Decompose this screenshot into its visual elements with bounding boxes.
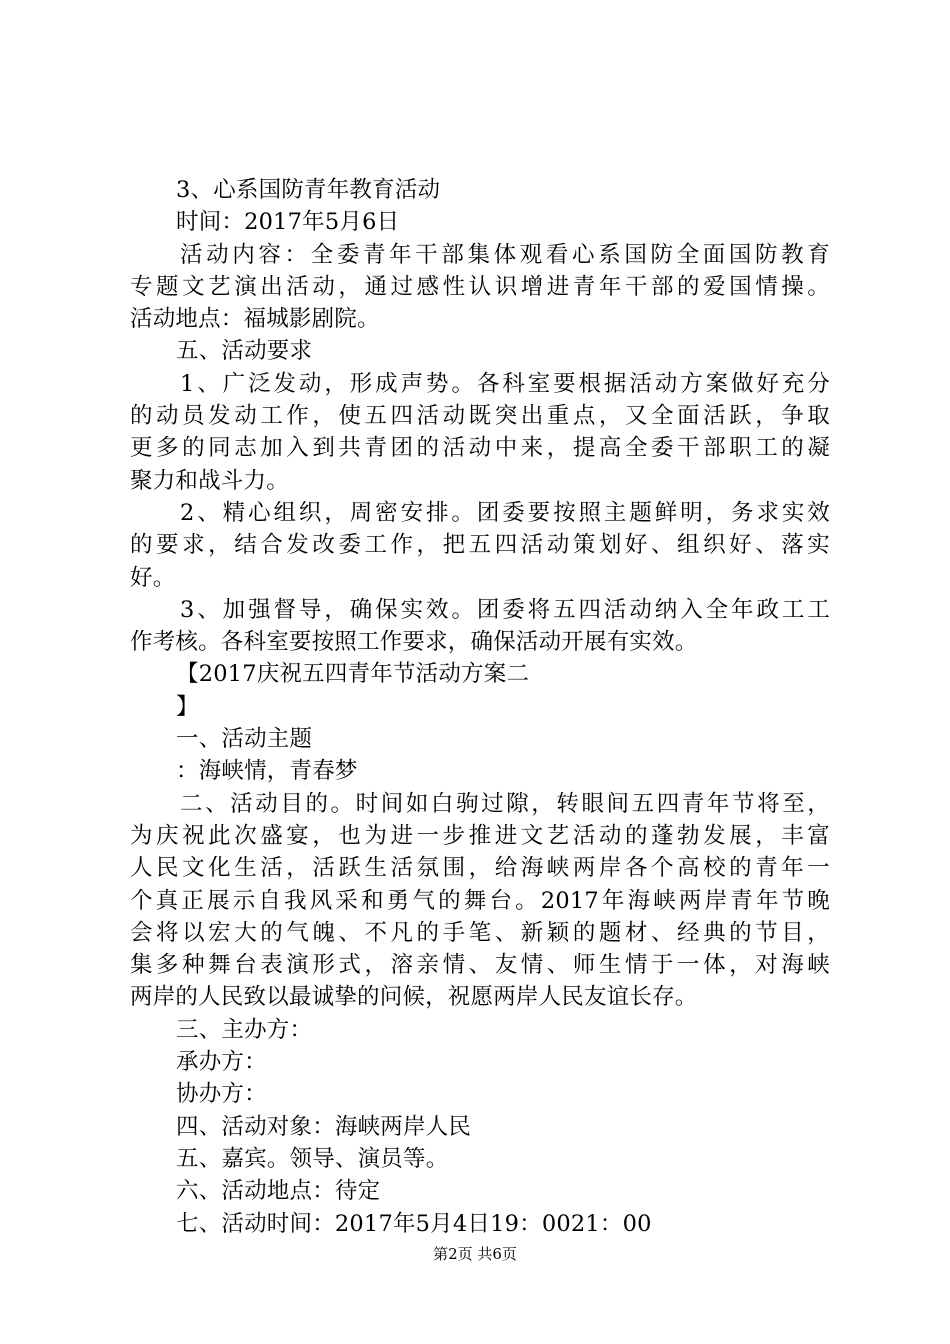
paragraph-line: 1、广泛发动，形成声势。各科室要根据活动方案做好充分 [180, 370, 830, 397]
section-heading: 三、主办方： [176, 1016, 313, 1043]
paragraph-line: 时间：2017年5月6日 [176, 209, 400, 236]
paragraph-line: 好。 [130, 564, 176, 591]
paragraph-line: 协办方： [176, 1081, 267, 1108]
section-heading: 一、活动主题 [176, 726, 313, 753]
paragraph-line: 会将以宏大的气魄、不凡的手笔、新颖的题材、经典的节目， [130, 919, 830, 946]
paragraph-line: 更多的同志加入到共青团的活动中来，提高全委干部职工的凝 [130, 435, 830, 462]
paragraph-line: 承办方： [176, 1049, 267, 1076]
paragraph-line: 聚力和战斗力。 [130, 467, 289, 494]
paragraph-line: 专题文艺演出活动，通过感性认识增进青年干部的爱国情操。 [130, 273, 830, 300]
paragraph-line: 人民文化生活，活跃生活氛围，给海峡两岸各个高校的青年一 [130, 855, 830, 882]
section-heading: 五、活动要求 [176, 338, 313, 365]
section-heading: 七、活动时间：2017年5月4日19：0021：00 [176, 1210, 652, 1237]
paragraph-line: 2、精心组织，周密安排。团委要按照主题鲜明，务求实效 [180, 499, 830, 526]
paragraph-line: 二、活动目的。时间如白驹过隙，转眼间五四青年节将至， [180, 790, 830, 817]
section-heading: 3、心系国防青年教育活动 [176, 177, 441, 203]
plan-title: 【2017庆祝五四青年节活动方案二 [176, 661, 530, 688]
paragraph-line: 的动员发动工作，使五四活动既突出重点，又全面活跃，争取 [130, 403, 830, 430]
paragraph-line: ：海峡情，青春梦 [176, 758, 358, 785]
section-heading: 六、活动地点：待定 [176, 1178, 381, 1205]
paragraph-line: 的要求，结合发改委工作，把五四活动策划好、组织好、落实 [130, 532, 830, 559]
paragraph-line: 为庆祝此次盛宴，也为进一步推进文艺活动的蓬勃发展，丰富 [130, 822, 830, 849]
section-heading: 五、嘉宾。领导、演员等。 [176, 1145, 449, 1172]
paragraph-line: 两岸的人民致以最诚挚的问候，祝愿两岸人民友谊长存。 [130, 984, 698, 1011]
paragraph-line: 活动地点：福城影剧院。 [130, 306, 380, 333]
paragraph-line: 3、加强督导，确保实效。团委将五四活动纳入全年政工工 [180, 596, 830, 623]
plan-title-bracket: 】 [176, 693, 199, 720]
paragraph-line: 活动内容：全委青年干部集体观看心系国防全面国防教育 [180, 241, 830, 268]
paragraph-line: 作考核。各科室要按照工作要求，确保活动开展有实效。 [130, 629, 698, 656]
page-footer: 第2页 共6页 [433, 1245, 517, 1263]
paragraph-line: 个真正展示自我风采和勇气的舞台。2017年海峡两岸青年节晚 [130, 887, 830, 914]
section-heading: 四、活动对象：海峡两岸人民 [176, 1113, 472, 1140]
paragraph-line: 集多种舞台表演形式，溶亲情、友情、师生情于一体，对海峡 [130, 952, 830, 979]
document-body [130, 174, 830, 1240]
